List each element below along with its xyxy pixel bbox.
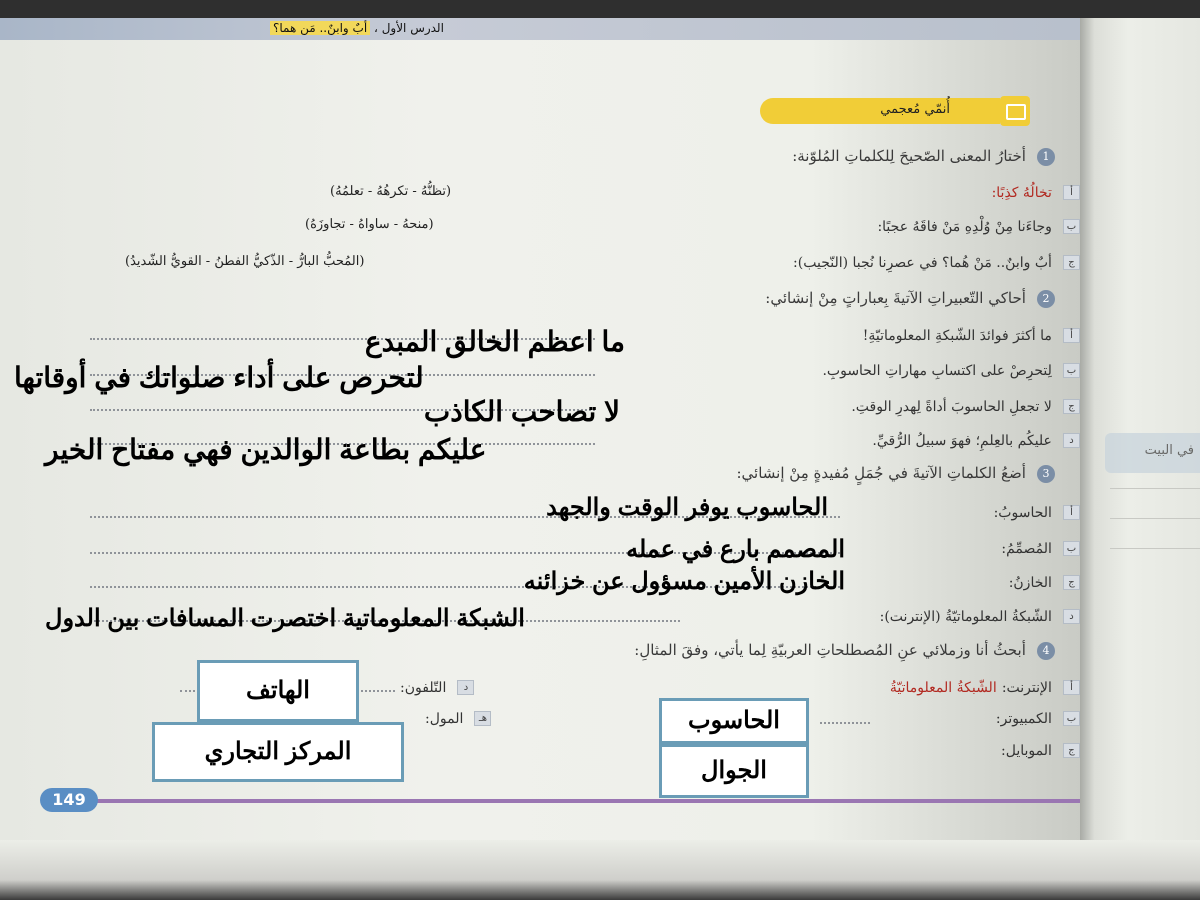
- facing-page-rule: [1110, 488, 1200, 489]
- item-badge: أ: [1063, 185, 1080, 200]
- answer-q3-c: الخازن الأمين مسؤول عن خزائنه: [523, 568, 845, 595]
- item-badge: ب: [1063, 541, 1080, 556]
- item-text: الحاسوبُ:: [993, 505, 1052, 521]
- item-text: الخازنُ:: [1008, 575, 1052, 591]
- item-text: المُصمِّمُ:: [1001, 541, 1052, 557]
- q1-item-a-choices: (تظنُّهُ - تكرهُهُ - تعلمُهُ): [330, 184, 452, 199]
- question-number: 2: [1037, 290, 1055, 308]
- answer-line: [820, 722, 870, 724]
- item-badge: ج: [1063, 255, 1080, 270]
- facing-page-rule: [1110, 548, 1200, 549]
- item-badge: ب: [1063, 711, 1080, 726]
- question-3: [736, 463, 1055, 483]
- q4-item-c: [1001, 740, 1080, 759]
- q1-item-a: [992, 182, 1080, 201]
- answer-q4-mall: المركز التجاري: [152, 722, 404, 782]
- page-header: الدرس الأول ، أبٌ وابنٌ.. مَن هما؟: [270, 21, 444, 35]
- facing-page-tab: [1105, 433, 1200, 473]
- lesson-title: أبٌ وابنٌ.. مَن هما؟: [270, 21, 370, 35]
- item-badge: ج: [1063, 743, 1080, 758]
- page-number: 149: [40, 788, 98, 812]
- q2-item-b: [822, 360, 1080, 379]
- item-text: الإنترنت:: [1001, 680, 1052, 696]
- q1-item-b: [877, 216, 1080, 235]
- item-text: تخالُهُ كذِبًا:: [991, 185, 1052, 201]
- item-text: لا تجعلِ الحاسوبَ أداةً لِهدرِ الوقتِ.: [851, 399, 1052, 415]
- answer-q3-b: المصمم بارع في عمله: [626, 536, 845, 563]
- answer-q4-telephone: الهاتف: [197, 660, 359, 722]
- item-text: التّلفون:: [400, 680, 447, 696]
- section-title: أُنمّي مُعجمي: [880, 102, 950, 117]
- question-2: [765, 288, 1055, 308]
- item-badge: ج: [1063, 399, 1080, 414]
- item-badge: ب: [1063, 219, 1080, 234]
- item-text: أبٌ وابنٌ.. مَنْ هُما؟ في عصرِنا نُجبا (النّجيب):: [793, 255, 1052, 271]
- question-number: 1: [1037, 148, 1055, 166]
- facing-page-edge: [1080, 18, 1200, 840]
- q3-item-b: [1001, 538, 1080, 557]
- item-badge: د: [457, 680, 474, 695]
- q2-item-c: [851, 396, 1080, 415]
- q4-item-b: [996, 708, 1080, 727]
- question-number: 3: [1037, 465, 1055, 483]
- item-text: الكمبيوتر:: [995, 711, 1052, 727]
- question-prompt: أبحثُ أنا وزملائي عنِ المُصطلحاتِ العربيّةِ لِما يأتي، وفقَ المثالِ:: [634, 641, 1026, 659]
- question-prompt: أضعُ الكلماتِ الآتيةَ في جُمَلٍ مُفيدةٍ مِنْ إنشائي:: [736, 464, 1026, 482]
- item-text: وجاءَنا مِنْ وُلْدِهِ مَنْ فاقَهُ عجبًا:: [877, 219, 1052, 235]
- question-prompt: أحاكي التّعبيراتِ الآتيةَ بِعباراتٍ مِنْ إنشائي:: [765, 289, 1026, 307]
- q4-item-e: [425, 708, 491, 727]
- question-prompt: أختارُ المعنى الصّحيحَ لِلكلماتِ المُلوّنة:: [792, 147, 1026, 165]
- facing-page-rule: [1110, 518, 1200, 519]
- item-badge: أ: [1063, 680, 1080, 695]
- item-text: الموبايل:: [1001, 743, 1052, 759]
- item-text: ما أكثرَ فوائدَ الشّبكةِ المعلوماتيّةِ!: [862, 328, 1052, 344]
- notebook-icon: [1000, 96, 1030, 126]
- q2-item-a: [863, 325, 1080, 344]
- question-1: [792, 146, 1055, 166]
- q1-item-c-choices: (المُحبُّ البارُّ - الذّكيُّ الفطنُ - القويُّ الشّديدُ): [125, 254, 365, 269]
- lesson-label: الدرس الأول: [381, 21, 444, 35]
- answer-q4-computer: الحاسوب: [659, 698, 809, 744]
- item-text: المول:: [425, 711, 464, 727]
- item-badge: د: [1063, 433, 1080, 448]
- item-badge: أ: [1063, 505, 1080, 520]
- example-answer: الشّبكةُ المعلوماتيّةُ: [889, 680, 997, 696]
- q4-item-d: [400, 677, 474, 696]
- q1-item-c: [793, 252, 1080, 271]
- page-header-band: [0, 18, 1080, 40]
- facing-page-tab-text: في البيت: [1144, 443, 1194, 458]
- q3-item-c: [1009, 572, 1080, 591]
- item-badge: أ: [1063, 328, 1080, 343]
- question-number: 4: [1037, 642, 1055, 660]
- q1-item-b-choices: (منحهُ - ساواهُ - تجاوزَهُ): [305, 217, 434, 232]
- answer-q2-c: لا تصاحب الكاذب: [423, 396, 620, 427]
- q3-item-d: [880, 606, 1080, 625]
- item-badge: ج: [1063, 575, 1080, 590]
- q2-item-d: [872, 430, 1080, 449]
- answer-q3-a: الحاسوب يوفر الوقت والجهد: [546, 494, 828, 521]
- item-text: الشّبكةُ المعلوماتيّةُ (الإنترنت):: [879, 609, 1052, 625]
- item-text: عليكُم بالعِلمِ؛ فهوَ سبيلُ الرُّقيِّ.: [872, 433, 1052, 449]
- question-4: [634, 640, 1055, 660]
- textbook-page: [0, 18, 1080, 840]
- answer-q2-d: عليكم بطاعة الوالدين فهي مفتاح الخير: [45, 434, 487, 465]
- answer-q2-b: لتحرص على أداء صلواتك في أوقاتها: [14, 362, 424, 393]
- answer-q4-mobile: الجوال: [659, 744, 809, 798]
- item-text: لِتحرِصْ على اكتسابِ مهاراتِ الحاسوبِ.: [822, 363, 1052, 379]
- answer-q2-a: ما اعظم الخالق المبدع: [364, 326, 625, 357]
- q3-item-a: [994, 502, 1080, 521]
- q4-item-a: [890, 677, 1080, 696]
- item-badge: ب: [1063, 363, 1080, 378]
- footer-rule: [90, 799, 1080, 803]
- item-badge: د: [1063, 609, 1080, 624]
- item-badge: هـ: [474, 711, 491, 726]
- section-banner: [760, 98, 1000, 124]
- answer-q3-d: الشبكة المعلوماتية اختصرت المسافات بين الدول: [45, 605, 525, 632]
